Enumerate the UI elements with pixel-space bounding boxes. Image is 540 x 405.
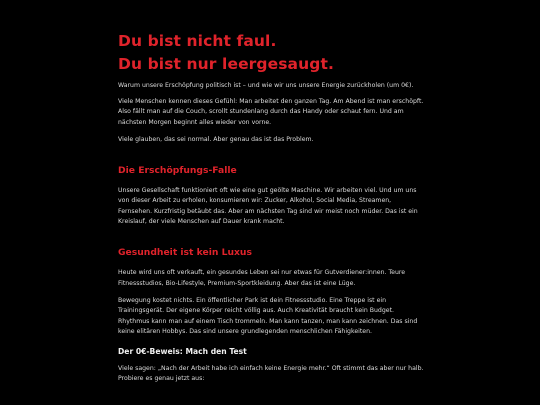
section-3-paragraph-1: Viele sagen: „Nach der Arbeit habe ich einfach keine Energie mehr.“ Oft stimmt das aber nur halb. Probiere es genau jetzt aus: <box>118 365 424 383</box>
section-1-paragraph-1: Unsere Gesellschaft funktioniert oft wie eine gut geölte Maschine. Wir arbeiten viel. Und um uns von dieser Arbeit zu erholen, konsumieren wir: Zucker, Alkohol, Social Media, Streamen, Fernsehen. Kurzfristig betäubt das. Aber am nächsten Tag sind wir meist noch müder. Das ist ein Kreislauf, der viele Menschen auf Dauer krank macht. <box>118 187 418 226</box>
article <box>118 30 424 385</box>
intro-paragraph-2: Viele glauben, das sei normal. Aber genau das ist das Problem. <box>118 135 314 143</box>
intro-paragraph-1: Viele Menschen kennen dieses Gefühl: Man arbeitet den ganzen Tag. Am Abend ist man erschöpft. Also fällt man auf die Couch, scrollt stundenlang durch das Handy oder schaut fern. Und am nächsten Morgen beginnt alles wieder von vorne. <box>118 98 424 126</box>
section-heading-0-euro-beweis: Der 0€-Beweis: Mach den Test <box>118 347 247 357</box>
title-line-2: Du bist nur leergesaugt. <box>118 55 334 73</box>
section-heading-gesundheit: Gesundheit ist kein Luxus <box>118 247 252 259</box>
section-heading-erschoepfungs-falle: Die Erschöpfungs-Falle <box>118 165 237 177</box>
title-line-1: Du bist nicht faul. <box>118 32 277 50</box>
section-2-paragraph-1: Heute wird uns oft verkauft, ein gesundes Leben sei nur etwas für Gutverdiener:innen. Teure Fitnessstudios, Bio-Lifestyle, Premium-Sportkleidung. Aber das ist eine Lüge. <box>118 269 406 287</box>
article-subtitle: Warum unsere Erschöpfung politisch ist – und wie wir uns unsere Energie zurückholen (um 0€). <box>118 82 414 89</box>
article-title <box>118 30 424 76</box>
section-2-paragraph-2: Bewegung kostet nichts. Ein öffentlicher Park ist dein Fitnessstudio. Eine Treppe ist ein Trainingsgerät. Der eigene Körper reicht völlig aus. Auch Kreativität braucht kein Budget. Rhythmus kann man auf einem Tisch trommeln. Man kann tanzen, man kann zeichnen. Das sind keine elitären Hobbys. Das sind unsere grundlegenden menschlichen Fähigkeiten. <box>118 296 418 335</box>
